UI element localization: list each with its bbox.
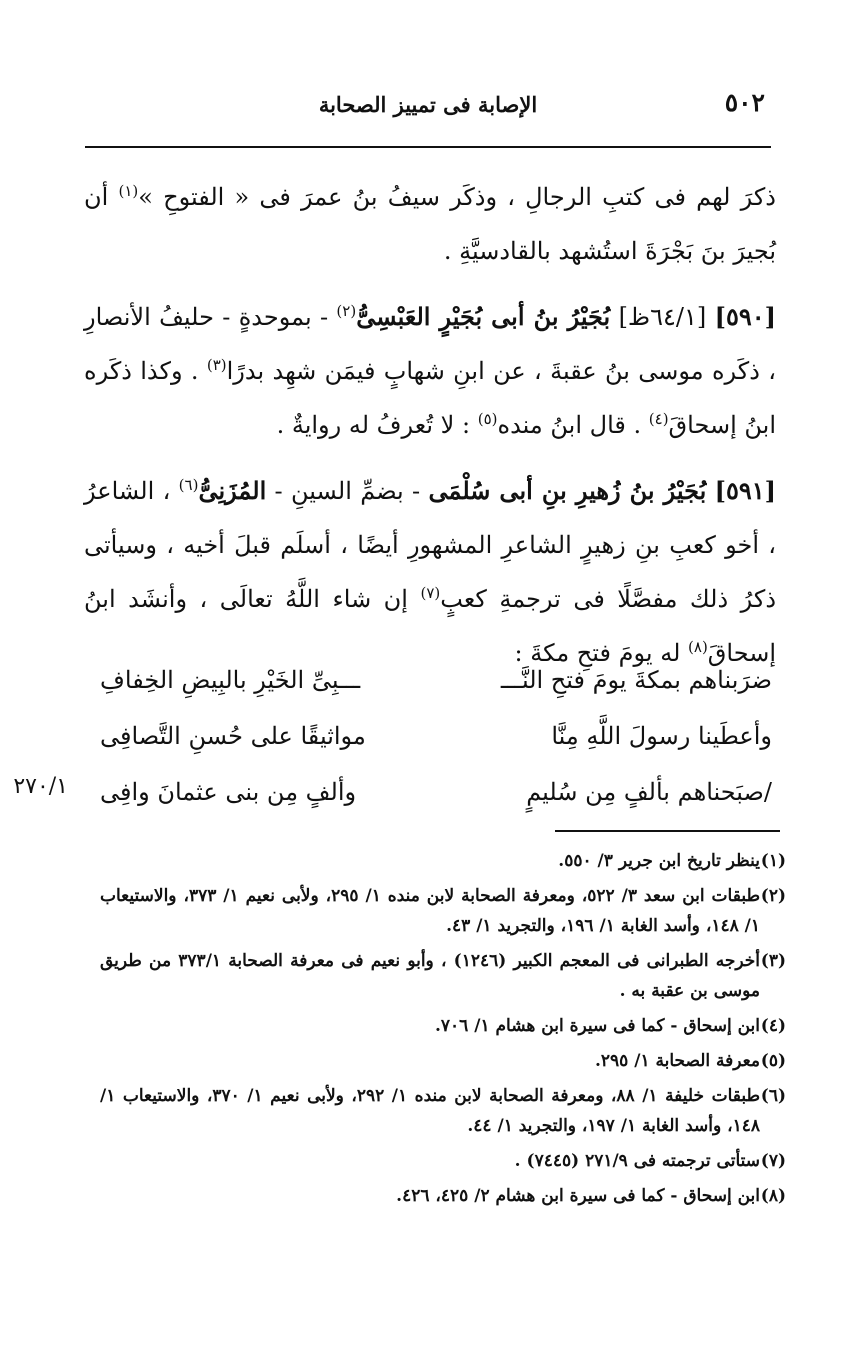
poem-second-hemistich: مواثيقًا على حُسنِ التَّصافِى xyxy=(100,722,366,750)
footnote-number: (٣) xyxy=(760,951,786,971)
header-rule xyxy=(85,146,771,148)
footnote xyxy=(100,1081,786,1141)
entry-number: [٥٩١] xyxy=(714,476,776,505)
footnote-text: ابن إسحاق - كما فى سيرة ابن هشام ٢/ ٤٢٥، ٤٢٦. xyxy=(396,1186,760,1206)
poem-first-hemistich: ضرَبناهم بمكةَ يومَ فتحِ النَّـــ xyxy=(500,666,772,694)
margin-page-ref: ٢٧٠/١ xyxy=(13,774,68,799)
footnote-text: ينظر تاريخ ابن جرير ٣/ ٥٥٠. xyxy=(558,851,760,871)
poem-first-hemistich: /صبَحناهم بألفٍ مِن سُليمٍ xyxy=(526,778,772,806)
manuscript-ref: [٦٤/١ظ] xyxy=(618,303,707,331)
text-run: إن شاء اللَّهُ تعالَى ، وأنشَد ابنُ إسحاقَ xyxy=(84,585,776,667)
footnote-number: (٢) xyxy=(760,886,786,906)
footnote-text: طبقات خليفة ١/ ٨٨، ومعرفة الصحابة لابن منده ١/ ٢٩٢، ولأبى نعيم ١/ ٣٧٠، والاستيعاب ١/ ١٤٨، وأسد الغابة ١/ ١٩٧، والتجريد ١/ ٤٤. xyxy=(100,1086,761,1136)
footnote-text: معرفة الصحابة ١/ ٢٩٥. xyxy=(594,1051,760,1071)
text-run: له يومَ فتحِ مكةَ : xyxy=(514,639,689,667)
footnote-number: (٧) xyxy=(760,1151,786,1171)
footnote-number: (٥) xyxy=(760,1051,786,1071)
poem-second-hemistich: ـــبِىِّ الخَيْرِ بالبِيضِ الخِفافِ xyxy=(100,666,361,694)
footnote-ref: (٣) xyxy=(206,356,227,374)
text-run: - بضمِّ السينِ - xyxy=(266,477,429,505)
poem xyxy=(100,666,772,834)
poem-line xyxy=(100,778,772,834)
page-number: ٥٠٢ xyxy=(724,88,765,117)
entry-number: [٥٩٠] xyxy=(714,302,776,331)
paragraph-intro xyxy=(84,170,776,278)
text-run: أن بُجيرَ بنَ بَجْرَةَ استُشهد بالقادسيَّةِ . xyxy=(84,183,776,265)
footnote-ref: (٧) xyxy=(420,584,441,602)
footnote-ref: (٨) xyxy=(688,638,708,656)
footnote-ref: (١) xyxy=(118,182,139,200)
page-header xyxy=(85,84,771,124)
footnote-ref: (٤) xyxy=(648,410,669,428)
footnote-number: (١) xyxy=(760,851,786,871)
footnote xyxy=(100,1011,786,1041)
text-run: - بموحدةٍ - حليفُ الأنصارِ ، ذكَره موسى بنُ عقبةَ ، عن ابنِ شهابٍ فيمَن شهِد بدرًا xyxy=(84,303,776,385)
entry-name: بُجَيْرُ بنُ زُهيرِ بنِ أبى سُلْمَى xyxy=(428,476,707,505)
entry-591 xyxy=(84,464,776,680)
footnotes xyxy=(100,846,786,1216)
footnote xyxy=(100,1146,786,1176)
footnote-text: طبقات ابن سعد ٣/ ٥٢٢، ومعرفة الصحابة لابن منده ١/ ٢٩٥، ولأبى نعيم ١/ ٣٧٣، والاستيعاب ١/ ١٤٨، وأسد الغابة ١/ ١٩٦، والتجريد ١/ ٤٣. xyxy=(100,886,760,936)
poem-line xyxy=(100,722,772,778)
footnote-rule xyxy=(555,830,780,832)
footnote xyxy=(100,1046,786,1076)
footnote xyxy=(100,946,786,1006)
text-run: ذكرَ لهم فى كتبِ الرجالِ ، وذكَر سيفُ بنُ عمرَ فى « الفتوحِ » xyxy=(138,183,776,211)
text-run: ، الشاعرُ ، أخو كعبِ بنِ زهيرٍ الشاعرِ المشهورِ أيضًا ، أسلَم قبلَ أخيه ، وسيأتى ذكرُ ذلك مفصَّلًا فى ترجمةِ كعبٍ xyxy=(84,477,777,613)
poem-first-hemistich: وأعطَينا رسولَ اللَّهِ مِنَّا xyxy=(551,722,772,750)
footnote-number: (٨) xyxy=(760,1186,786,1206)
footnote-text: ابن إسحاق - كما فى سيرة ابن هشام ١/ ٧٠٦. xyxy=(434,1016,760,1036)
footnote-number: (٦) xyxy=(760,1086,786,1106)
text-run: . قال ابنُ منده xyxy=(497,411,649,439)
footnote-text: أخرجه الطبرانى فى المعجم الكبير (١٢٤٦) ، وأبو نعيم فى معرفة الصحابة ٣٧٣/١ من طريق موسى بن عقبة به . xyxy=(100,951,760,1001)
text-run: : لا تُعرفُ له روايةٌ . xyxy=(276,411,478,439)
entry-nisba: المُزَنِىُّ xyxy=(198,476,267,505)
footnote xyxy=(100,881,786,941)
footnote xyxy=(100,846,786,876)
poem-second-hemistich: وألفٍ مِن بنى عثمانَ وافِى xyxy=(100,778,357,806)
entry-590 xyxy=(84,290,776,452)
footnote-number: (٤) xyxy=(760,1016,786,1036)
footnote xyxy=(100,1181,786,1211)
entry-name: بُجَيْرُ بنُ أبى بُجَيْرٍ العَبْسِىُّ xyxy=(356,302,611,331)
footnote-text: ستأتى ترجمته فى ٢٧١/٩ (٧٤٤٥) . xyxy=(514,1151,760,1171)
poem-line xyxy=(100,666,772,722)
main-text xyxy=(84,170,776,692)
text-run: . وكذا ذكَره ابنُ إسحاقَ xyxy=(84,357,776,439)
running-title: الإصابة فى تمييز الصحابة xyxy=(318,92,538,117)
footnote-ref: (٦) xyxy=(178,476,199,494)
footnote-ref: (٥) xyxy=(477,410,498,428)
footnote-ref: (٢) xyxy=(336,302,357,320)
